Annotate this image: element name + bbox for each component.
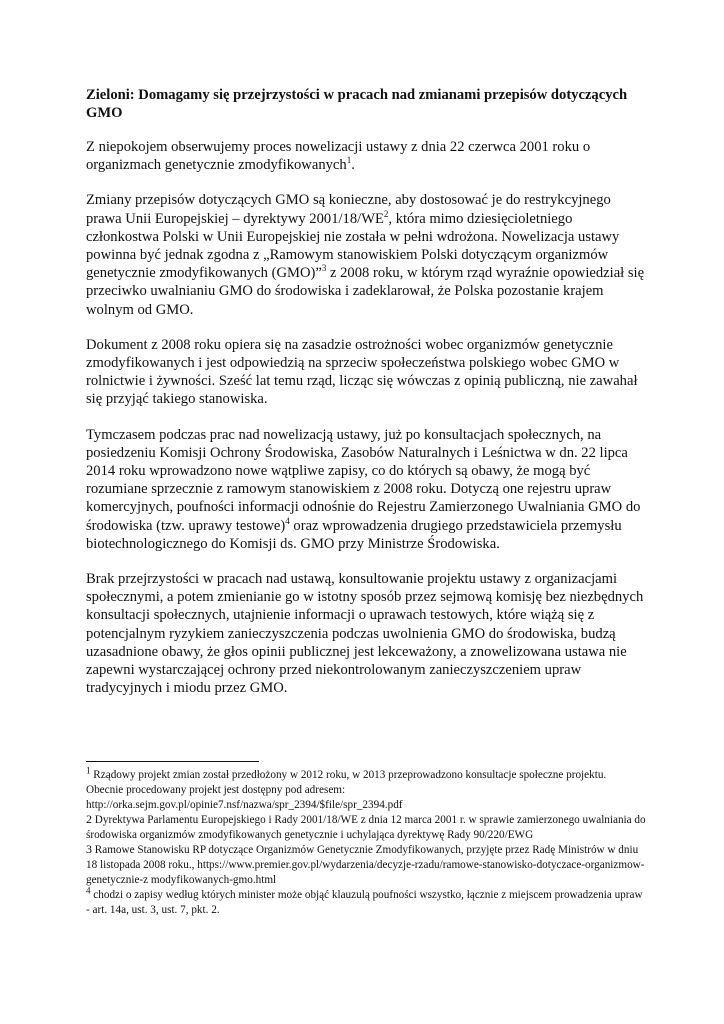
footnote-4 xyxy=(86,885,646,918)
footnote-ref-1: 1 xyxy=(346,155,352,166)
paragraph-3: Dokument z 2008 roku opiera się na zasadzie ostrożności wobec organizmów genetycznie zmodyfikowanych i jest odpowiedzią na sprzeciw społeczeństwa polskiego wobec GMO w rolnictwie i żywności. Sześć lat temu rząd, licząc się wówczas z opinią publiczną, nie zawahał się przyjąć takiego stanowiska. xyxy=(86,336,638,408)
footnote-2-text: Dyrektywa Parlamentu Europejskiego i Rady 2001/18/WE z dnia 12 marca 2001 r. w sprawie zamierzonego uwalniania do środowiska organizmów zmodyfikowanych genetycznie i uchylająca dyrektywę Rady 90/220/EWG xyxy=(86,814,646,841)
footnotes-section xyxy=(86,761,646,918)
paragraph-4-part-a: Tymczasem podczas prac nad nowelizacją ustawy, już po konsultacjach społecznych, na posiedzeniu Komisji Ochrony Środowiska, Zasobów Naturalnych i Leśnictwa w dn. 22 lipca 2014 roku wprowadzono nowe wątpliwe zapisy, co do których są obawy, że mogą być rozumiane sprzecznie z ramowym stanowiskiem z 2008 roku. Dotyczą one rejestru upraw komercyjnych, poufności informacji odnośnie do Rejestru Zamierzonego Uwalniania GMO do środowiska (tzw. uprawy testowe) xyxy=(86,426,641,534)
paragraph-5: Brak przejrzystości w pracach nad ustawą, konsultowanie projektu ustawy z organizacjami społecznymi, a potem zmienianie go w istotny sposób przez sejmową komisję bez niezbędnych konsultacji społecznych, utajnienie informacji o uprawach testowych, które wiążą się z potencjalnym ryzykiem zanieczyszczenia podczas uwolnienia GMO do środowiska, budzą uzasadnione obawy, że głos opinii publicznej jest lekceważony, a znowelizowana ustawa nie zapewni wystarczającej ochrony przed niekontrolowanym zanieczyszczeniem upraw tradycyjnych i miodu przez GMO. xyxy=(86,571,644,697)
footnote-2-mark: 2 xyxy=(86,812,92,826)
paragraph-1 xyxy=(86,138,646,174)
paragraph-2-part-a: Zmiany przepisów dotyczących GMO są konieczne, aby dostosować je do restrykcyjnego prawa Unii Europejskiej – dyrektywy 2001/18/WE xyxy=(86,192,611,227)
footnote-4-mark: 4 xyxy=(86,885,91,896)
paragraph-2-part-c: z 2008 roku, w którym rząd wyraźnie opowiedział się przeciwko uwalnianiu GMO do środowiska i zadeklarował, że Polska pozostanie krajem wolnym od GMO. xyxy=(86,265,645,318)
paragraph-1-text: Z niepokojem obserwujemy proces nowelizacji ustawy z dnia 22 czerwca 2001 roku o organizmach genetycznie zmodyfikowanych xyxy=(86,139,591,174)
footnote-1 xyxy=(86,765,646,813)
paragraph-2-part-b: , która mimo dziesięcioletniego członkostwa Polski w Unii Europejskiej nie została w pełni wdrożona. Nowelizacja ustawy powinna być jednak zgodna z „Ramowym stanowiskiem Polski dotyczącym organizmów genetycznie zmodyfikowanych (GMO)” xyxy=(86,210,620,282)
footnote-1-mark: 1 xyxy=(86,765,91,776)
footnote-2 xyxy=(86,813,646,843)
footnote-ref-2: 2 xyxy=(383,208,389,219)
footnote-3 xyxy=(86,843,646,888)
footnote-3-mark: 3 xyxy=(86,842,92,856)
footnote-1-text: Rządowy projekt zmian został przedłożony w 2012 roku, w 2013 przeprowadzono konsultacje społeczne projektu. Obecnie procedowany projekt jest dostępny pod adresem: http://orka.sejm.gov.pl/opinie7.nsf/nazwa/spr_2394/$file/spr_2394.pdf xyxy=(86,769,607,811)
footnote-ref-3: 3 xyxy=(321,263,327,274)
footnote-ref-4: 4 xyxy=(285,515,290,526)
footnote-4-text: chodzi o zapisy według których minister może objąć klauzulą poufności wszystko, łącznie z miejscem prowadzenia upraw - art. 14a, ust. 3, ust. 7, pkt. 2. xyxy=(86,889,643,916)
document-body xyxy=(86,86,646,714)
paragraph-2 xyxy=(86,191,646,318)
footnote-3-text: Ramowe Stanowisku RP dotyczące Organizmów Genetycznie Zmodyfikowanych, przyjęte przez Radę Ministrów w dniu 18 listopada 2008 roku., https://www.premier.gov.pl/wydarzenia/decyzje-rzadu/ramowe-stanowisko-dotyczace-organizmow-genetycznie-z modyfikowanych-gmo.html xyxy=(86,844,645,886)
document-title: Zieloni: Domagamy się przejrzystości w pracach nad zmianami przepisów dotyczących GMO xyxy=(86,87,628,121)
paragraph-1-end: . xyxy=(351,157,355,174)
footnote-separator xyxy=(86,761,259,762)
paragraph-4-part-b: oraz wprowadzenia drugiego przedstawiciela przemysłu biotechnologicznego do Komisji ds. GMO przy Ministrze Środowiska. xyxy=(86,517,622,552)
paragraph-4 xyxy=(86,426,646,553)
